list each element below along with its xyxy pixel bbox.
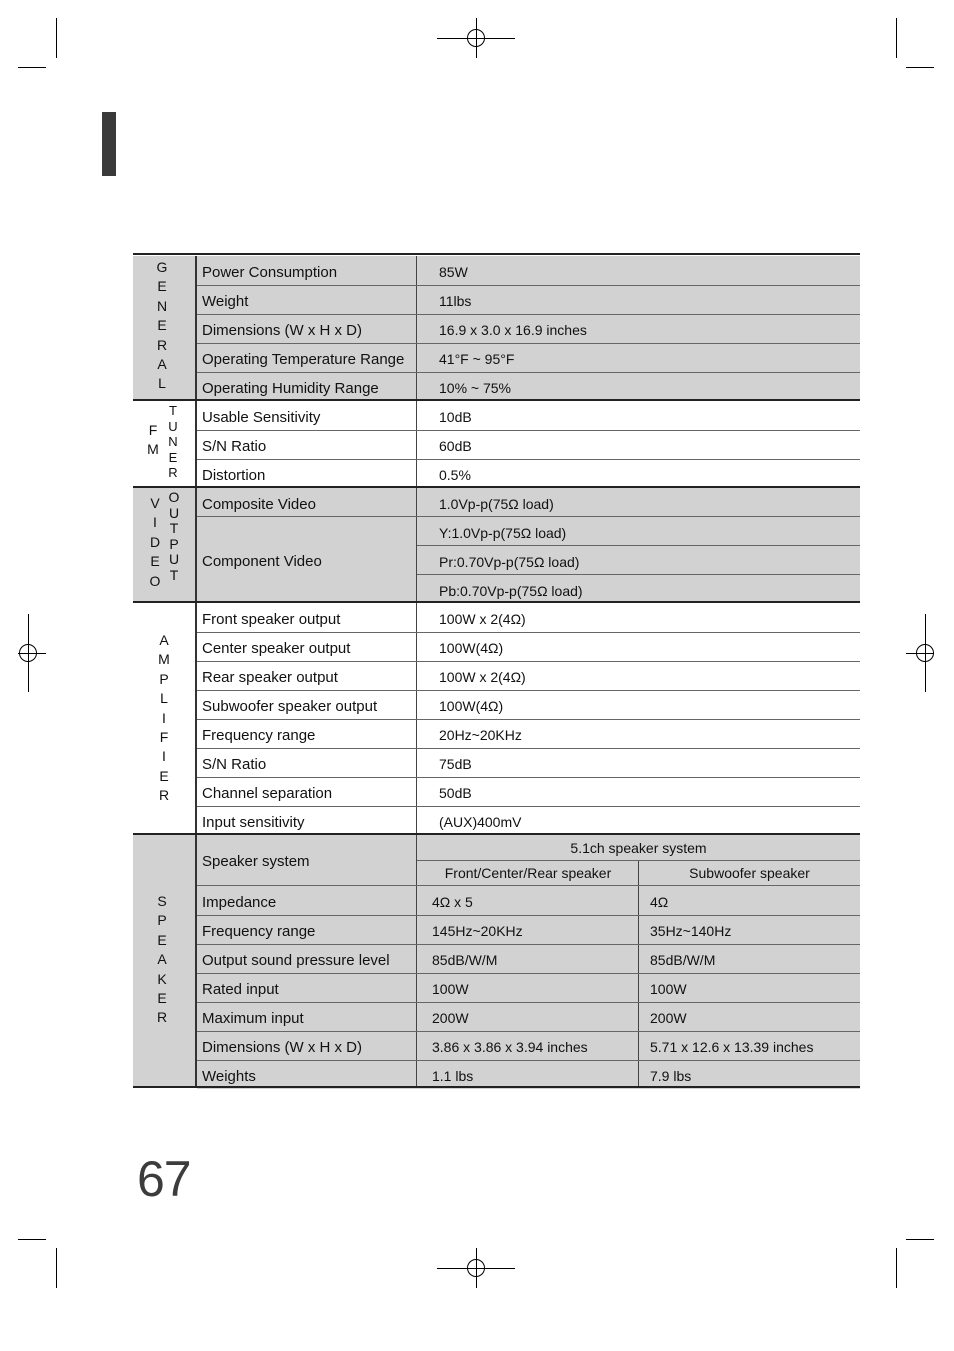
section-border bbox=[133, 486, 860, 488]
spec-value: 100W x 2(4Ω) bbox=[439, 611, 526, 627]
spec-label: Weights bbox=[202, 1068, 256, 1085]
section-label-letter: P bbox=[159, 670, 169, 687]
table-row bbox=[197, 777, 860, 806]
section-label-video bbox=[145, 494, 165, 591]
section-label-letter: S bbox=[157, 893, 167, 909]
section-label-letter: P bbox=[169, 535, 179, 552]
column-header-subwoofer: Subwoofer speaker bbox=[689, 865, 810, 881]
table-row bbox=[197, 690, 860, 719]
speaker-system-value: 5.1ch speaker system bbox=[570, 840, 707, 856]
spec-label: Output sound pressure level bbox=[202, 952, 390, 969]
section-label-speaker bbox=[133, 892, 191, 1028]
spec-value-subwoofer: 85dB/W/M bbox=[650, 952, 716, 968]
table-row bbox=[197, 459, 860, 488]
section-label-letter: A bbox=[157, 356, 167, 373]
spec-value: 50dB bbox=[439, 785, 472, 801]
spec-label: Component Video bbox=[202, 553, 322, 570]
spec-label: Speaker system bbox=[202, 853, 310, 870]
title-accent-bar bbox=[102, 112, 116, 176]
section-label-letter: N bbox=[156, 297, 168, 314]
section-label-letter: A bbox=[157, 951, 167, 968]
section-label-letter: D bbox=[149, 533, 161, 550]
spec-value-front: 100W bbox=[432, 981, 469, 997]
section-label-letter: U bbox=[168, 504, 180, 521]
table-row bbox=[197, 343, 860, 372]
spec-label: Frequency range bbox=[202, 923, 316, 940]
spec-label: Front speaker output bbox=[202, 611, 341, 628]
spec-value-front: 200W bbox=[432, 1010, 469, 1026]
spec-label: Weight bbox=[202, 293, 249, 310]
table-row bbox=[197, 915, 860, 944]
section-label-amplifier bbox=[133, 631, 195, 806]
spec-value: 0.5% bbox=[439, 467, 471, 483]
table-row bbox=[197, 285, 860, 314]
table-row bbox=[197, 661, 860, 690]
spec-value: Pr:0.70Vp-p(75Ω load) bbox=[439, 554, 580, 570]
spec-label: Power Consumption bbox=[202, 264, 338, 281]
table-row bbox=[197, 719, 860, 748]
table-row bbox=[197, 401, 860, 430]
table-row bbox=[197, 372, 860, 401]
section-label-letter: E bbox=[168, 449, 178, 465]
spec-value: (AUX)400mV bbox=[439, 814, 522, 830]
table-row bbox=[197, 256, 860, 285]
spec-value: Y:1.0Vp-p(75Ω load) bbox=[439, 525, 567, 541]
spec-value-front: 4Ω x 5 bbox=[432, 894, 473, 910]
spec-value-front: 3.86 x 3.86 x 3.94 inches bbox=[432, 1039, 588, 1055]
spec-value: 75dB bbox=[439, 756, 472, 772]
spec-label: Dimensions (W x H x D) bbox=[202, 322, 363, 339]
section-border bbox=[133, 601, 860, 603]
spec-value: 16.9 x 3.0 x 16.9 inches bbox=[439, 322, 587, 338]
spec-value: 100W x 2(4Ω) bbox=[439, 669, 526, 685]
table-row bbox=[197, 632, 860, 661]
spec-value-front: 85dB/W/M bbox=[432, 952, 498, 968]
spec-label: Channel separation bbox=[202, 785, 333, 802]
section-label-letter: A bbox=[159, 632, 169, 648]
spec-label: Composite Video bbox=[202, 496, 316, 513]
spec-value: 85W bbox=[439, 264, 468, 280]
spec-label: Distortion bbox=[202, 467, 266, 484]
table-row bbox=[197, 1060, 860, 1089]
spec-label: Usable Sensitivity bbox=[202, 409, 321, 426]
section-border bbox=[133, 399, 860, 401]
column-header-front: Front/Center/Rear speaker bbox=[444, 865, 612, 881]
section-border bbox=[133, 1086, 860, 1088]
section-label-letter: K bbox=[157, 970, 167, 987]
section-label-letter: E bbox=[157, 317, 167, 334]
spec-label: Impedance bbox=[202, 894, 277, 911]
section-label-letter: E bbox=[157, 278, 167, 295]
table-row bbox=[197, 973, 860, 1002]
section-label-letter: E bbox=[159, 767, 169, 784]
section-label-letter: M bbox=[158, 651, 170, 668]
page-number: 67 bbox=[137, 1151, 191, 1207]
section-label-letter: E bbox=[157, 990, 167, 1007]
spec-label: Operating Temperature Range bbox=[202, 351, 405, 368]
section-label-letter: F bbox=[159, 729, 169, 746]
table-row bbox=[197, 430, 860, 459]
spec-value-subwoofer: 5.71 x 12.6 x 13.39 inches bbox=[650, 1039, 814, 1055]
section-label-letter: I bbox=[162, 748, 166, 765]
spec-value: 60dB bbox=[439, 438, 472, 454]
spec-label: S/N Ratio bbox=[202, 756, 267, 773]
spec-value-subwoofer: 200W bbox=[650, 1010, 687, 1026]
section-label-letter: V bbox=[150, 495, 160, 511]
section-label-letter: I bbox=[162, 709, 166, 726]
spec-label: Center speaker output bbox=[202, 640, 351, 657]
section-label-letter: O bbox=[149, 572, 161, 589]
spec-label: Maximum input bbox=[202, 1010, 304, 1027]
section-label-letter: G bbox=[156, 259, 168, 275]
section-label-letter: R bbox=[156, 336, 168, 353]
section-label-letter: T bbox=[169, 520, 179, 536]
section-general bbox=[133, 256, 197, 399]
section-label-letter: L bbox=[160, 690, 168, 707]
spec-value: 41°F ~ 95°F bbox=[439, 351, 515, 367]
spec-value-front: 145Hz~20KHz bbox=[432, 923, 523, 939]
table-row bbox=[197, 314, 860, 343]
section-video-output bbox=[133, 488, 197, 601]
section-amplifier bbox=[133, 603, 197, 834]
section-label-tuner bbox=[163, 403, 183, 481]
section-label-letter: I bbox=[153, 514, 157, 531]
section-label-letter: L bbox=[158, 375, 166, 392]
spec-label: Dimensions (W x H x D) bbox=[202, 1039, 363, 1056]
section-label-general bbox=[133, 258, 191, 394]
spec-label: Operating Humidity Range bbox=[202, 380, 379, 397]
table-row bbox=[197, 1031, 860, 1060]
section-border bbox=[133, 833, 860, 835]
section-label-letter: P bbox=[157, 912, 167, 929]
section-label-output bbox=[164, 490, 184, 583]
spec-value: 11lbs bbox=[439, 293, 472, 309]
table-row bbox=[197, 886, 860, 915]
table-row bbox=[197, 603, 860, 632]
section-label-letter: E bbox=[150, 553, 160, 570]
section-fm-tuner bbox=[133, 401, 197, 487]
table-row bbox=[197, 1002, 860, 1031]
section-label-letter: R bbox=[168, 465, 178, 480]
section-label-letter: T bbox=[169, 566, 179, 583]
table-row bbox=[197, 488, 860, 517]
section-speaker bbox=[133, 835, 197, 1087]
spec-value-subwoofer: 35Hz~140Hz bbox=[650, 923, 732, 939]
section-label-letter: F bbox=[148, 422, 158, 438]
spec-value: Pb:0.70Vp-p(75Ω load) bbox=[439, 583, 583, 599]
spec-value: 100W(4Ω) bbox=[439, 640, 504, 656]
spec-value: 1.0Vp-p(75Ω load) bbox=[439, 496, 554, 512]
table-row bbox=[197, 944, 860, 973]
section-label-letter: E bbox=[157, 931, 167, 948]
spec-value-subwoofer: 4Ω bbox=[650, 894, 669, 910]
section-label-letter: O bbox=[168, 489, 180, 505]
section-label-letter: R bbox=[156, 1009, 168, 1026]
section-label-letter: U bbox=[168, 418, 178, 434]
spec-label: S/N Ratio bbox=[202, 438, 267, 455]
section-label-letter: T bbox=[169, 403, 177, 418]
spec-label: Rated input bbox=[202, 981, 279, 998]
spec-value: 10dB bbox=[439, 409, 472, 425]
section-border bbox=[133, 253, 860, 255]
section-label-letter: M bbox=[147, 441, 159, 458]
table-row bbox=[197, 748, 860, 777]
table-row bbox=[197, 517, 860, 603]
spec-value: 10% ~ 75% bbox=[439, 380, 511, 396]
spec-value-front: 1.1 lbs bbox=[432, 1068, 474, 1084]
section-label-fm bbox=[143, 421, 163, 460]
spec-value-subwoofer: 7.9 lbs bbox=[650, 1068, 692, 1084]
spec-label: Frequency range bbox=[202, 727, 316, 744]
spec-value: 100W(4Ω) bbox=[439, 698, 504, 714]
spec-label: Rear speaker output bbox=[202, 669, 338, 686]
spec-label: Input sensitivity bbox=[202, 814, 305, 831]
column-divider bbox=[416, 256, 417, 1087]
section-label-letter: U bbox=[168, 551, 180, 567]
spec-label: Subwoofer speaker output bbox=[202, 698, 378, 715]
spec-value: 20Hz~20KHz bbox=[439, 727, 522, 743]
table-row bbox=[197, 806, 860, 835]
section-label-letter: N bbox=[168, 434, 178, 449]
section-label-letter: R bbox=[158, 787, 170, 804]
spec-value-subwoofer: 100W bbox=[650, 981, 687, 997]
